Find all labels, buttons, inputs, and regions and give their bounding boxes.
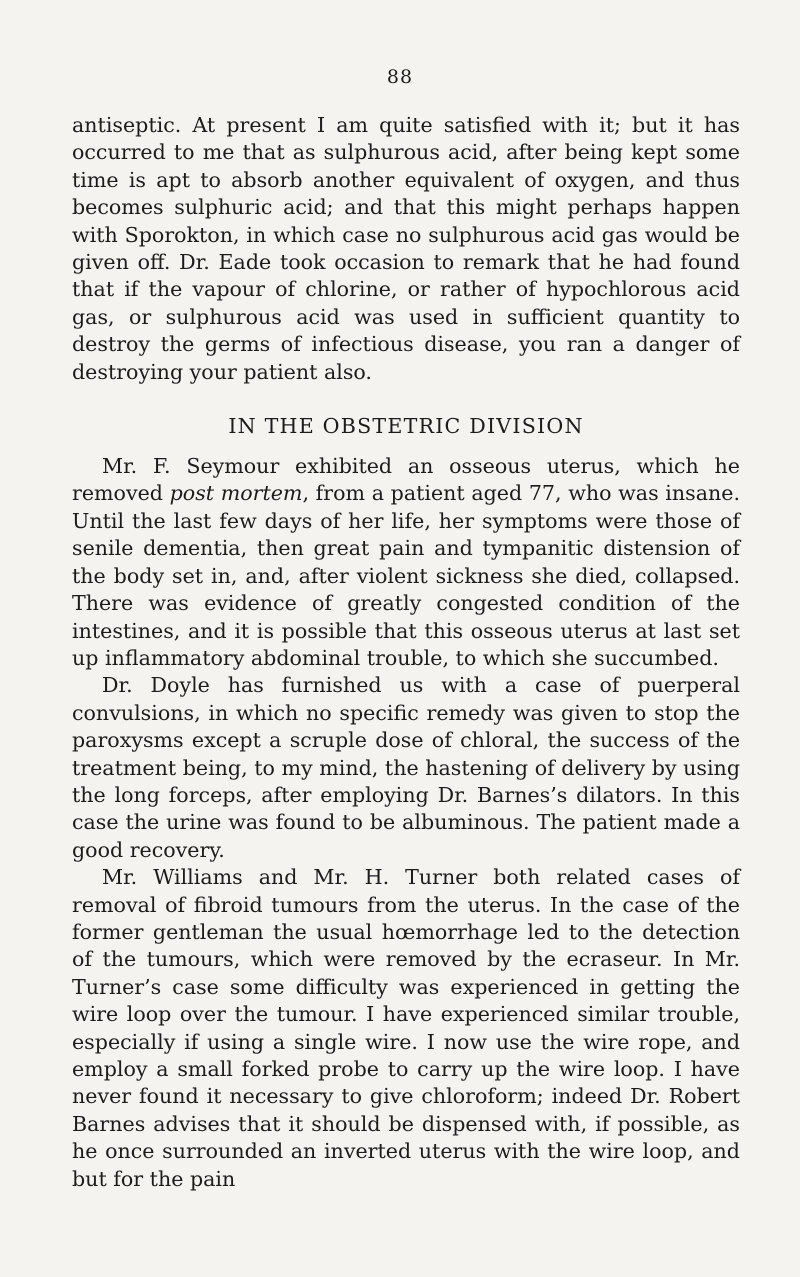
section-heading: IN THE OBSTETRIC DIVISION	[228, 414, 584, 439]
seymour-italic-phrase: post mortem	[169, 481, 303, 506]
page-number: 88	[386, 66, 414, 88]
paragraph-doyle: Dr. Doyle has furnished us with a case of puerperal convulsions, in which no specific remedy was given to stop the paroxysms except a scruple dose of chloral, the success of the treatment being, to my mind, the hastening of delivery by using the long forceps, after employing Dr. Barnes’s dilators. In this case the urine was found to be albuminous. The patient made a good recovery.	[72, 673, 740, 862]
paragraph-antiseptic: antiseptic. At present I am quite satisfied with it; but it has occurred to me that as sulphurous acid, after being kept some time is apt to absorb another equivalent of oxygen, and thus becomes sulphuric acid; and that this might perhaps happen with Sporokton, in which case no sulphurous acid gas would be given off. Dr. Eade took occasion to remark that he had found that if the vapour of chlorine, or rather of hypochlorous acid gas, or sulphurous acid was used in sufficient quantity to destroy the germs of infectious disease, you ran a danger of destroying your patient also.	[72, 113, 740, 384]
paragraph-seymour	[72, 453, 740, 672]
paragraph-williams: Mr. Williams and Mr. H. Turner both related cases of removal of fibroid tumours from the uterus. In the case of the former gentleman the usual hœmorrhage led to the detection of the tumours, which were removed by the ecraseur. In Mr. Turner’s case some difficulty was experienced in getting the wire loop over the tumour. I have experienced similar trouble, especially if using a single wire. I now use the wire rope, and employ a small forked probe to carry up the wire loop. I have never found it necessary to give chloroform; indeed Dr. Robert Barnes advises that it should be dispensed with, if possible, as he once surrounded an inverted uterus with the wire loop, and but for the pain	[72, 865, 740, 1191]
body-text	[72, 112, 740, 1193]
seymour-text-end: , from a patient aged 77, who was insane. Until the last few days of her life, her symptoms were those of senile dementia, then great pain and tympanitic distension of the body set in, and, after violent sickness she died, collapsed. There was evidence of greatly congested condition of the intestines, and it is possible that this osseous uterus at last set up inflammatory abdominal trouble, to which she succumbed.	[72, 481, 740, 670]
seymour-text-start: Mr. F. Seymour exhibited an osseous uterus, which he removed	[72, 454, 740, 506]
